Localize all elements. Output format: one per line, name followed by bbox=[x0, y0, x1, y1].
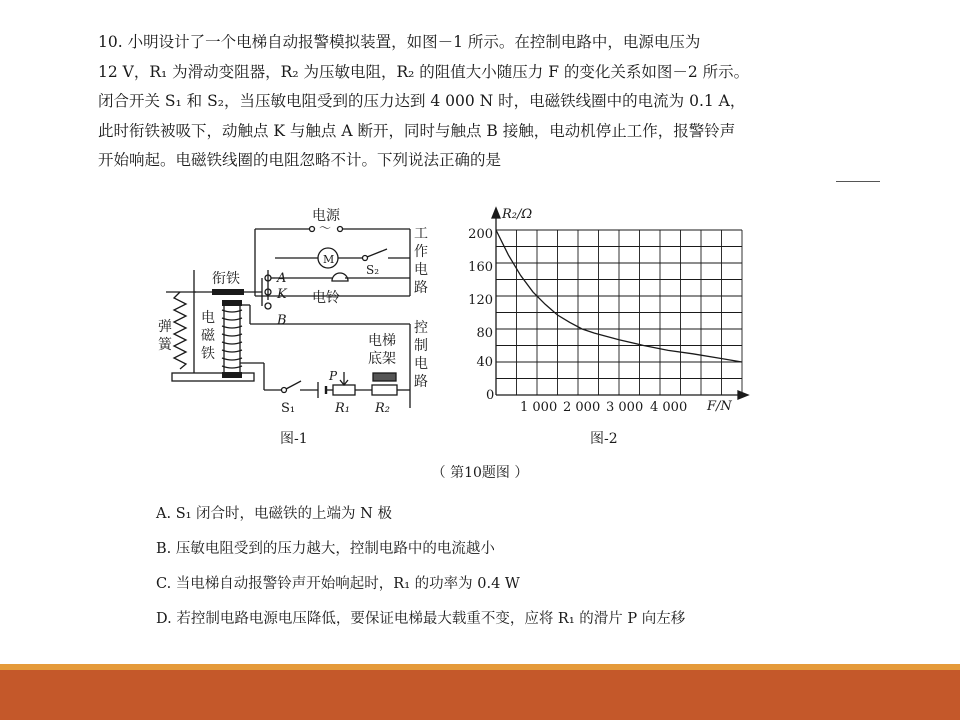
figure-title: （ 第10题图 ） bbox=[431, 465, 529, 481]
option-b[interactable]: B. 压敏电阻受到的压力越大，控制电路中的电流越小 bbox=[156, 541, 495, 557]
x-tick-label: 4 000 bbox=[650, 400, 688, 415]
work-circuit-label: 作 bbox=[414, 244, 428, 260]
contact-a-label: A bbox=[277, 271, 287, 286]
elevator-base-label: 底架 bbox=[368, 351, 396, 367]
switch2-label: S₂ bbox=[366, 263, 380, 277]
r2-label: R₂ bbox=[375, 401, 390, 416]
y-axis-label: R₂/Ω bbox=[502, 207, 533, 222]
power-label: 电源 bbox=[312, 208, 340, 224]
armature-label: 衔铁 bbox=[212, 271, 240, 287]
origin-label: 0 bbox=[486, 388, 495, 403]
armature-bar bbox=[212, 289, 244, 295]
question-line: 此时衔铁被吸下，动触点 K 与触点 A 断开，同时与触点 B 接触，电动机停止工作，报警铃声 bbox=[98, 121, 736, 140]
power-symbol: ～ bbox=[319, 221, 332, 235]
y-axis-arrow bbox=[492, 208, 500, 218]
work-circuit-label: 路 bbox=[414, 280, 428, 296]
footer-band-thick bbox=[0, 670, 960, 720]
spring-label: 弹 bbox=[158, 319, 172, 335]
x-axis-arrow bbox=[738, 391, 748, 399]
control-circuit-label: 电 bbox=[414, 356, 428, 372]
figure2-caption: 图-2 bbox=[590, 431, 618, 447]
x-tick-label: 1 000 bbox=[520, 400, 558, 415]
electromagnet-label: 电 bbox=[201, 310, 215, 326]
question-line: 开始响起。电磁铁线圈的电阻忽略不计。下列说法正确的是 bbox=[98, 151, 502, 169]
slider-label: P bbox=[329, 369, 338, 383]
motor-label: M bbox=[323, 253, 335, 266]
y-tick-label: 120 bbox=[468, 293, 493, 308]
question-line: 闭合开关 S₁ 和 S₂，当压敏电阻受到的压力达到 4 000 N 时，电磁铁线圈中的电流为 0.1 A， bbox=[98, 92, 746, 110]
contact-b-label: B bbox=[277, 313, 287, 328]
control-circuit-label: 路 bbox=[414, 374, 428, 390]
work-circuit-label: 电 bbox=[414, 262, 428, 278]
y-tick-label: 160 bbox=[468, 260, 493, 275]
electromagnet-label: 铁 bbox=[201, 346, 215, 362]
option-d[interactable]: D. 若控制电路电源电压降低，要保证电梯最大载重不变，应将 R₁ 的滑片 P 向左移 bbox=[156, 611, 686, 627]
y-tick-label: 40 bbox=[476, 355, 493, 370]
question-line: 10. 小明设计了一个电梯自动报警模拟装置，如图－1 所示。在控制电路中，电源电压为 bbox=[98, 33, 701, 51]
bell-label: 电铃 bbox=[312, 290, 340, 306]
elevator-base-label: 电梯 bbox=[368, 333, 396, 349]
option-c[interactable]: C. 当电梯自动报警铃声开始响起时，R₁ 的功率为 0.4 W bbox=[156, 576, 520, 592]
spring-label: 簧 bbox=[158, 337, 172, 353]
x-tick-label: 3 000 bbox=[606, 400, 644, 415]
switch1-label: S₁ bbox=[281, 401, 296, 416]
r2-vs-force-graph bbox=[468, 207, 748, 447]
control-circuit-label: 控 bbox=[414, 320, 428, 336]
y-tick-label: 80 bbox=[476, 326, 493, 341]
core-bottom bbox=[222, 372, 242, 378]
x-tick-label: 2 000 bbox=[563, 400, 601, 415]
figure1-caption: 图-1 bbox=[280, 431, 308, 447]
core-top bbox=[222, 300, 242, 306]
work-circuit-label: 工 bbox=[414, 226, 428, 242]
control-circuit-label: 制 bbox=[414, 338, 428, 354]
r1-label: R₁ bbox=[335, 401, 350, 416]
contact-k-label: K bbox=[277, 287, 287, 302]
option-a[interactable]: A. S₁ 闭合时，电磁铁的上端为 N 极 bbox=[156, 506, 392, 522]
x-axis-label: F/N bbox=[707, 399, 732, 414]
y-tick-label: 200 bbox=[468, 227, 493, 242]
question-line: 12 V，R₁ 为滑动变阻器，R₂ 为压敏电阻，R₂ 的阻值大小随压力 F 的变化关系如图－2 所示。 bbox=[98, 62, 750, 81]
answer-options bbox=[156, 497, 685, 637]
electromagnet-label: 磁 bbox=[201, 328, 215, 344]
